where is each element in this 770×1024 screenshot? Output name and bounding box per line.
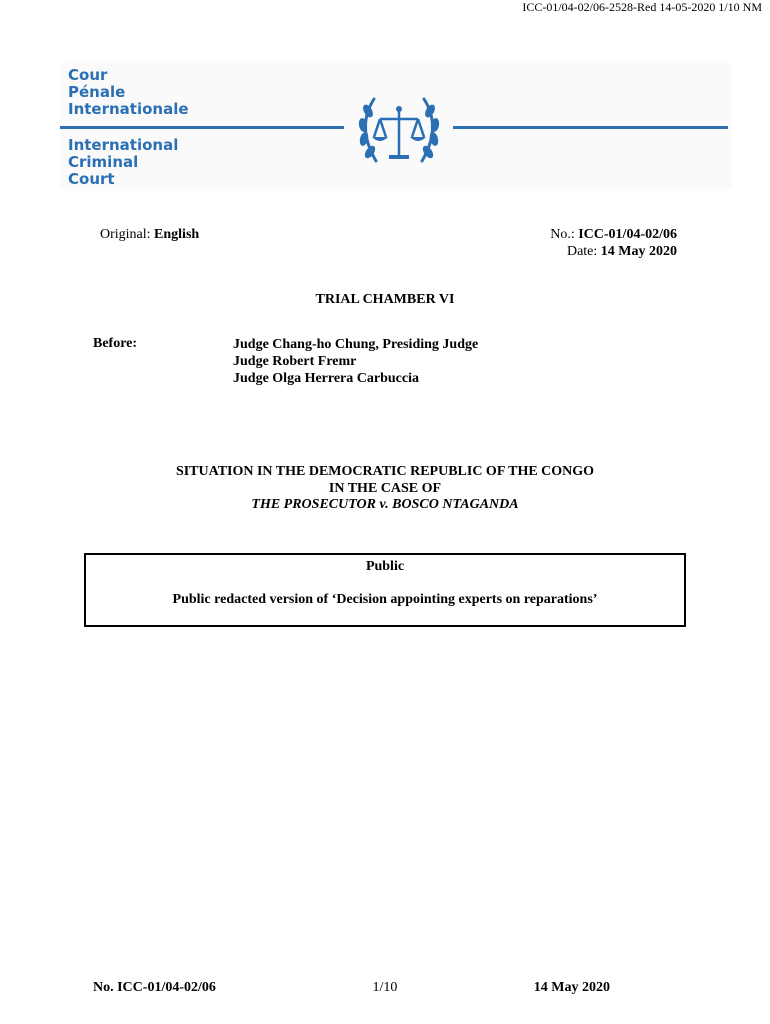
judges-list — [233, 336, 478, 387]
judge-item: Judge Robert Fremr — [233, 354, 357, 369]
logo-en-line: Criminal — [68, 153, 139, 171]
footer-case-number: No. ICC-01/04-02/06 — [93, 980, 216, 995]
classification-label: Public — [365, 559, 405, 574]
case-number-label: No.: — [550, 227, 579, 242]
situation-heading — [0, 464, 770, 514]
case-title: THE PROSECUTOR v. BOSCO NTAGANDA — [251, 497, 519, 512]
logo-rule-right — [453, 126, 728, 129]
logo-en-line: Court — [68, 170, 115, 188]
footer-date: 14 May 2020 — [533, 980, 610, 995]
case-date-label: Date: — [566, 244, 601, 259]
case-metadata — [550, 226, 677, 260]
case-date — [550, 243, 677, 260]
judge-item: Judge Olga Herrera Carbuccia — [233, 371, 419, 386]
original-language — [100, 226, 199, 243]
logo-french-name — [68, 67, 189, 118]
logo-fr-line: Cour — [68, 66, 108, 84]
original-label: Original: — [100, 227, 155, 242]
before-label: Before: — [93, 336, 138, 351]
icc-logo — [60, 63, 732, 189]
logo-english-name — [68, 137, 178, 188]
document-title: Public redacted version of ‘Decision appointing experts on reparations’ — [172, 592, 598, 607]
logo-rule-left — [60, 126, 344, 129]
logo-en-line: International — [68, 136, 179, 154]
logo-fr-line: Pénale — [68, 83, 126, 101]
chamber-heading: TRIAL CHAMBER VI — [315, 292, 455, 307]
original-value: English — [154, 227, 200, 242]
situation-line: IN THE CASE OF — [328, 480, 442, 496]
footer-page-number: 1/10 — [372, 980, 398, 995]
document-title-box — [84, 553, 686, 627]
case-number-value: ICC-01/04-02/06 — [578, 227, 677, 242]
scales-laurel-emblem-icon — [344, 79, 454, 179]
document-stamp: ICC-01/04-02/06-2528-Red 14-05-2020 1/10 NM — [522, 0, 762, 14]
case-date-value: 14 May 2020 — [600, 244, 677, 259]
case-number — [550, 226, 677, 243]
judge-item: Judge Chang-ho Chung, Presiding Judge — [233, 337, 479, 352]
logo-fr-line: Internationale — [68, 100, 189, 118]
situation-line: SITUATION IN THE DEMOCRATIC REPUBLIC OF THE CONGO — [175, 464, 595, 479]
